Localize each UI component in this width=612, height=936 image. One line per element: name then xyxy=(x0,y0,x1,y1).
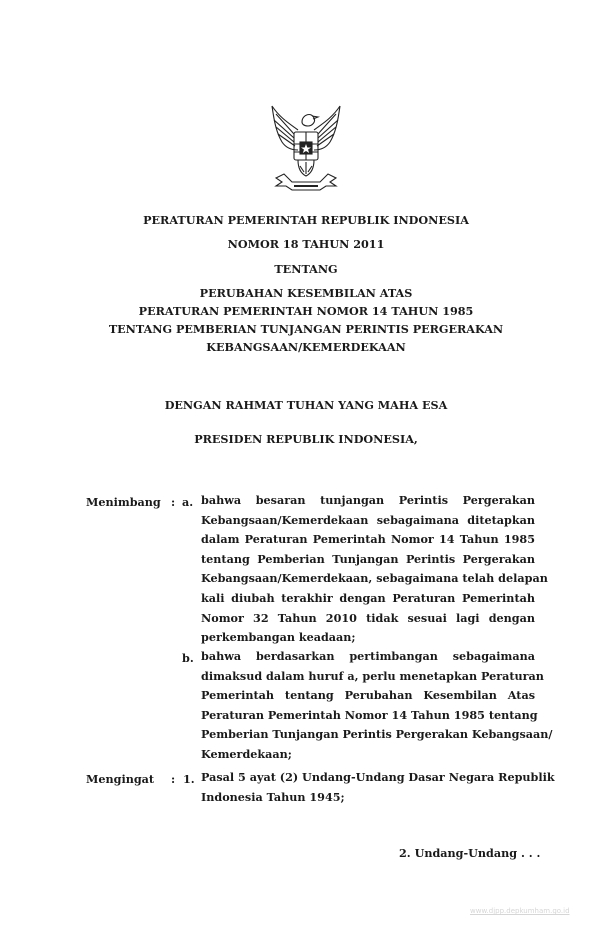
item-marker-b: b. xyxy=(182,651,194,665)
invocation: DENGAN RAHMAT TUHAN YANG MAHA ESA xyxy=(164,398,448,412)
text-line: perkembangan keadaan; xyxy=(201,630,356,645)
text-line: Indonesia Tahun 1945; xyxy=(201,789,345,804)
document-subject-line-1: PERUBAHAN KESEMBILAN ATAS xyxy=(199,286,413,300)
item-marker-1: 1. xyxy=(183,772,195,786)
text-line: Nomor 32 Tahun 2010 tidak sesuai lagi dengan xyxy=(201,610,535,625)
watermark-link[interactable]: www.djpp.depkumham.go.id xyxy=(470,907,570,915)
menimbang-item-a xyxy=(201,491,548,648)
text-line: Kemerdekaan; xyxy=(201,746,292,761)
menimbang-label: Menimbang xyxy=(86,495,161,509)
text-line: Kebangsaan/Kemerdekaan sebagaimana ditetapkan xyxy=(201,512,535,527)
garuda-emblem-icon xyxy=(268,100,344,200)
mengingat-item-1 xyxy=(201,768,555,807)
text-line: dalam Peraturan Pemerintah Nomor 14 Tahun 1985 xyxy=(201,532,535,547)
issuer: PRESIDEN REPUBLIK INDONESIA, xyxy=(194,432,418,446)
text-line: bahwa berdasarkan pertimbangan sebagaimana xyxy=(201,649,535,663)
mengingat-label: Mengingat xyxy=(86,772,155,786)
mengingat-colon: : xyxy=(171,772,176,786)
text-line: tentang Pemberian Tunjangan Perintis Pergerakan xyxy=(201,551,535,566)
item-marker-a: a. xyxy=(182,495,194,509)
text-line: Kebangsaan/Kemerdekaan, sebagaimana telah delapan xyxy=(201,571,548,586)
text-line: Pemberian Tunjangan Perintis Pergerakan Kebangsaan/ xyxy=(201,727,553,742)
continuation-marker: 2. Undang-Undang . . . xyxy=(399,846,541,860)
document-subject-line-2: PERATURAN PEMERINTAH NOMOR 14 TAHUN 1985 xyxy=(138,304,474,318)
document-tentang: TENTANG xyxy=(274,262,338,276)
menimbang-item-b xyxy=(201,647,553,765)
document-title-line-1: PERATURAN PEMERINTAH REPUBLIK INDONESIA xyxy=(143,213,469,227)
text-line: dimaksud dalam huruf a, perlu menetapkan Peraturan xyxy=(201,668,544,683)
text-line: Pemerintah tentang Perubahan Kesembilan Atas xyxy=(201,688,535,703)
document-subject-line-3: TENTANG PEMBERIAN TUNJANGAN PERINTIS PERGERAKAN xyxy=(108,322,504,336)
text-line: bahwa besaran tunjangan Perintis Pergerakan xyxy=(201,493,535,507)
menimbang-colon: : xyxy=(171,495,176,509)
document-subject-line-4: KEBANGSAAN/KEMERDEKAAN xyxy=(206,340,406,354)
text-line: Pasal 5 ayat (2) Undang-Undang Dasar Negara Republik xyxy=(201,770,555,784)
text-line: kali diubah terakhir dengan Peraturan Pemerintah xyxy=(201,590,535,605)
text-line: Peraturan Pemerintah Nomor 14 Tahun 1985 tentang xyxy=(201,707,538,722)
document-number: NOMOR 18 TAHUN 2011 xyxy=(227,237,385,251)
